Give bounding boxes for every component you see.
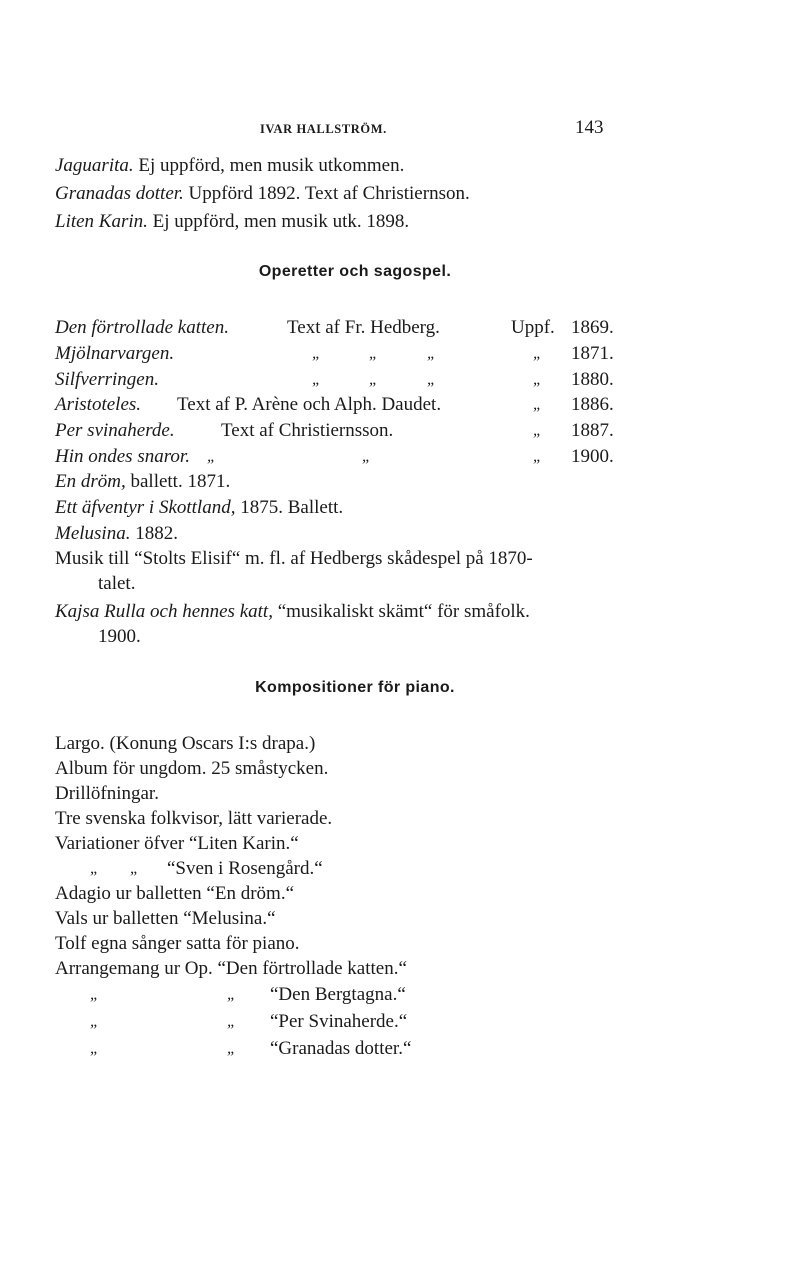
ditto-mark: „ <box>369 371 378 388</box>
piano-item: Drillöfningar. <box>55 783 159 804</box>
entry-liten-karin <box>55 210 409 234</box>
work-year-continuation: 1900. <box>98 626 141 647</box>
piano-item: Variationer öfver “Liten Karin.“ <box>55 833 299 854</box>
ditto-mark: „ <box>312 371 321 388</box>
ditto-mark: „ <box>427 345 436 362</box>
section-heading-kompositioner: Kompositioner för piano. <box>255 679 455 696</box>
work-text: 1882. <box>135 523 178 544</box>
work-title: Per svinaherde. <box>55 420 175 441</box>
piano-item-text: “Den Bergtagna.“ <box>270 984 406 1005</box>
piano-item: Album för ungdom. 25 småstycken. <box>55 758 329 779</box>
entry-text: Ej uppförd, men musik utkommen. <box>138 155 405 176</box>
work-row <box>55 342 655 366</box>
ditto-mark: „ <box>227 1040 236 1057</box>
ditto-mark: „ <box>533 422 542 439</box>
piano-item: Vals ur balletten “Melusina.“ <box>55 908 276 929</box>
work-year: 1880. <box>571 369 614 390</box>
ditto-mark: „ <box>533 448 542 465</box>
work-row <box>55 419 655 443</box>
piano-item-text: “Granadas dotter.“ <box>270 1038 412 1059</box>
work-row <box>55 496 343 520</box>
ditto-mark: „ <box>90 1013 99 1030</box>
work-text: Text af Christiernsson. <box>221 420 394 441</box>
ditto-mark: „ <box>369 345 378 362</box>
work-text: Text af P. Arène och Alph. Daudet. <box>177 394 442 415</box>
work-year: 1869. <box>571 317 614 338</box>
work-title: Aristoteles. <box>55 394 142 415</box>
work-title: Den förtrollade katten. <box>55 317 229 338</box>
work-year: 1871. <box>571 343 614 364</box>
work-title: Silfverringen. <box>55 369 159 390</box>
work-text: Text af Fr. Hedberg. <box>287 317 440 338</box>
ditto-mark: „ <box>533 396 542 413</box>
piano-item-text: “Per Svinaherde.“ <box>270 1011 408 1032</box>
entry-title: Jaguarita. <box>55 155 134 176</box>
entry-text: Ej uppförd, men musik utk. 1898. <box>152 211 410 232</box>
ditto-mark: „ <box>227 986 236 1003</box>
ditto-mark: „ <box>227 1013 236 1030</box>
musik-till-line: Musik till “Stolts Elisif“ m. fl. af Hedbergs skådespel på 1870- <box>55 548 533 569</box>
work-title: Ett äfventyr i Skottland, <box>55 497 236 518</box>
work-row-kajsa <box>55 600 655 624</box>
work-row <box>55 470 230 494</box>
ditto-mark: „ <box>207 448 216 465</box>
ditto-mark: „ <box>90 1040 99 1057</box>
ditto-mark: „ <box>90 986 99 1003</box>
work-row <box>55 445 655 469</box>
work-year: 1900. <box>571 446 614 467</box>
work-row <box>55 316 655 340</box>
ditto-mark: „ <box>533 371 542 388</box>
running-header-title: IVAR HALLSTRÖM. <box>260 122 387 136</box>
ditto-mark: „ <box>130 860 139 877</box>
work-row <box>55 368 655 392</box>
piano-item: Adagio ur balletten “En dröm.“ <box>55 883 295 904</box>
uppf-label: Uppf. <box>511 317 555 338</box>
work-row <box>55 522 178 546</box>
piano-item: Tre svenska folkvisor, lätt varierade. <box>55 808 333 829</box>
work-year: 1887. <box>571 420 614 441</box>
ditto-mark: „ <box>533 345 542 362</box>
ditto-mark: „ <box>90 860 99 877</box>
piano-item: Arrangemang ur Op. “Den förtrollade katten.“ <box>55 958 407 979</box>
work-title: En dröm, <box>55 471 126 492</box>
work-row <box>55 393 655 417</box>
work-text: 1875. Ballett. <box>240 497 344 518</box>
entry-title: Liten Karin. <box>55 211 148 232</box>
ditto-mark: „ <box>312 345 321 362</box>
work-title: Melusina. <box>55 523 131 544</box>
piano-item-text: “Sven i Rosengård.“ <box>167 858 323 879</box>
musik-till-continuation: talet. <box>98 573 136 594</box>
piano-item: Largo. (Konung Oscars I:s drapa.) <box>55 733 316 754</box>
work-title: Hin ondes snaror. <box>55 446 190 467</box>
ditto-mark: „ <box>427 371 436 388</box>
ditto-mark: „ <box>362 448 371 465</box>
entry-jaguarita <box>55 154 404 178</box>
work-year: 1886. <box>571 394 614 415</box>
piano-item: Tolf egna sånger satta för piano. <box>55 933 300 954</box>
entry-granadas-dotter <box>55 182 470 206</box>
section-heading-operetter: Operetter och sagospel. <box>258 263 452 280</box>
entry-title: Granadas dotter. <box>55 183 184 204</box>
entry-text: Uppförd 1892. Text af Christiernson. <box>188 183 470 204</box>
work-text: “musikaliskt skämt“ för småfolk. <box>277 601 530 622</box>
page-number: 143 <box>575 117 604 138</box>
work-text: ballett. 1871. <box>130 471 231 492</box>
work-title: Kajsa Rulla och hennes katt, <box>55 601 273 622</box>
work-title: Mjölnarvargen. <box>55 343 175 364</box>
